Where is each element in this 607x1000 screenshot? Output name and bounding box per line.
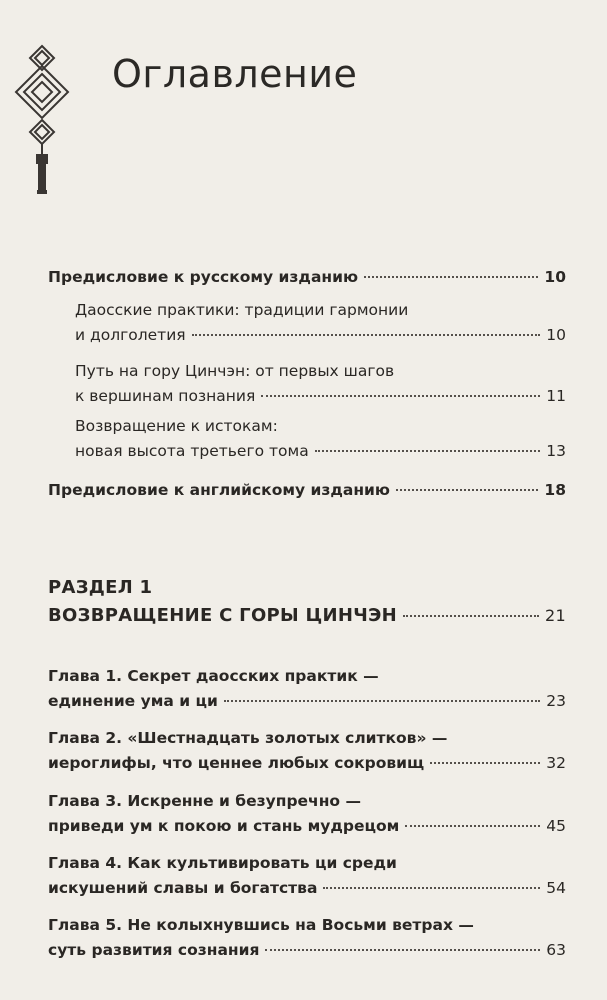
chapter-title-line: Глава 1. Секрет даосских практик —	[48, 667, 379, 685]
chapter-title-line: Глава 4. Как культивировать ци среди	[48, 854, 397, 872]
leader-dots	[403, 615, 539, 617]
chapter-title: искушений славы и богатства	[48, 879, 318, 897]
toc-page-number: 21	[545, 606, 566, 625]
chapter-title-line: Глава 5. Не колыхнувшись на Восьми ветрах —	[48, 916, 474, 934]
chapter-entry[interactable]	[48, 817, 566, 835]
chapter-title-line: Глава 2. «Шестнадцать золотых слитков» —	[48, 729, 448, 747]
toc-subentry-line: Путь на гору Цинчэн: от первых шагов	[75, 362, 395, 380]
toc-subentry-line: Даосские практики: традиции гармонии	[75, 301, 409, 319]
toc-entry-title: к вершинам познания	[75, 387, 256, 405]
toc-subentry[interactable]	[75, 442, 566, 460]
toc-page-number: 54	[546, 879, 566, 897]
toc-page-number: 18	[544, 481, 566, 499]
toc-entry-title: и долголетия	[75, 326, 186, 344]
toc-page-number: 10	[544, 268, 566, 286]
section-label: РАЗДЕЛ 1	[48, 577, 153, 598]
chapter-title: суть развития сознания	[48, 941, 260, 959]
chapter-entry[interactable]	[48, 754, 566, 772]
toc-subentry[interactable]	[75, 387, 566, 405]
chapter-title: иероглифы, что ценнее любых сокровищ	[48, 754, 425, 772]
section-title: ВОЗВРАЩЕНИЕ С ГОРЫ ЦИНЧЭН	[48, 605, 398, 626]
toc-subentry-line: Возвращение к истокам:	[75, 417, 278, 435]
chapter-title: единение ума и ци	[48, 692, 218, 710]
toc-page-number: 32	[546, 754, 566, 772]
toc-page-number: 23	[546, 692, 566, 710]
toc-page-number: 10	[546, 326, 566, 344]
leader-dots	[224, 700, 540, 702]
chapter-entry[interactable]	[48, 692, 566, 710]
leader-dots	[364, 276, 538, 278]
toc-page-number: 13	[546, 442, 566, 460]
toc-entry[interactable]	[48, 481, 566, 499]
leader-dots	[315, 450, 541, 452]
leader-dots	[405, 825, 540, 827]
toc-entry-title: новая высота третьего тома	[75, 442, 309, 460]
toc-page-number: 45	[546, 817, 566, 835]
leader-dots	[430, 762, 540, 764]
toc-page-number: 11	[546, 387, 566, 405]
chapter-entry[interactable]	[48, 879, 566, 897]
leader-dots	[265, 949, 540, 951]
leader-dots	[323, 887, 540, 889]
toc-entry-title: Предисловие к английскому изданию	[48, 481, 390, 499]
toc-entry-title: Предисловие к русскому изданию	[48, 268, 359, 286]
toc-subentry[interactable]	[75, 326, 566, 344]
chapter-title: приведи ум к покою и стань мудрецом	[48, 817, 400, 835]
chapter-title-line: Глава 3. Искренне и безупречно —	[48, 792, 361, 810]
leader-dots	[261, 395, 540, 397]
toc-entry[interactable]	[48, 268, 566, 286]
leader-dots	[396, 489, 538, 491]
chapter-entry[interactable]	[48, 941, 566, 959]
leader-dots	[192, 334, 541, 336]
toc-page-number: 63	[546, 941, 566, 959]
page-title: Оглавление	[112, 52, 358, 96]
section-entry[interactable]	[48, 605, 566, 626]
